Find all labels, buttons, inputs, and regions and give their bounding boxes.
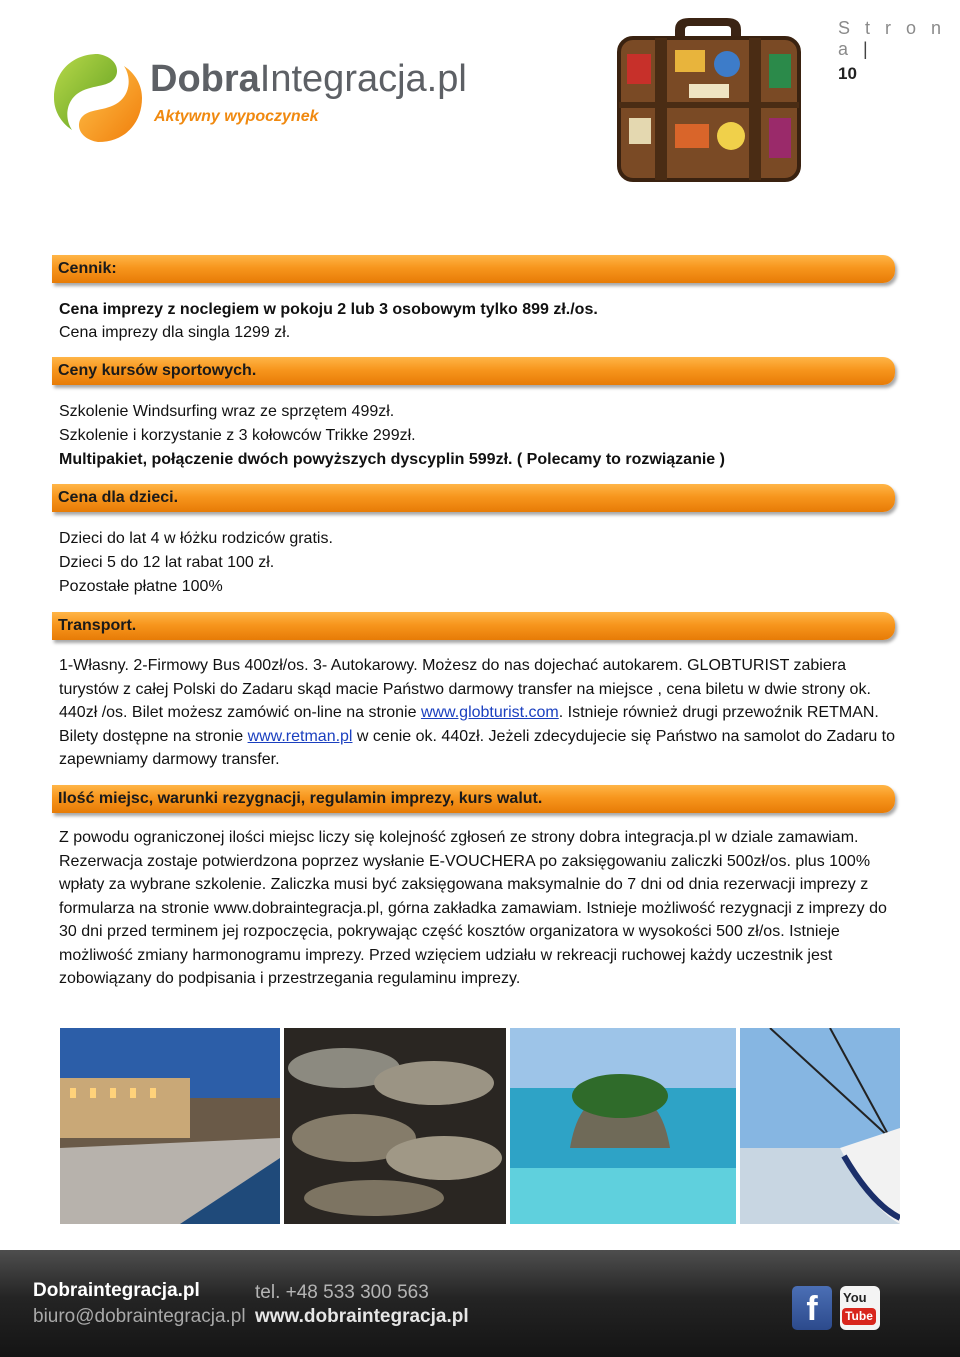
children-line: Pozostałe płatne 100% — [59, 578, 223, 595]
island-sea-photo — [510, 1028, 736, 1224]
footer — [0, 1250, 960, 1357]
footer-phone: tel. +48 533 300 563 — [255, 1282, 429, 1303]
swirl-logo-icon — [50, 48, 146, 148]
section-header-dzieci — [52, 484, 895, 512]
logo-tagline: Aktywny wypoczynek — [154, 108, 319, 125]
grilled-fish-photo — [284, 1028, 506, 1224]
children-line: Dzieci 5 do 12 lat rabat 100 zł. — [59, 554, 275, 571]
section-header-transport — [52, 612, 895, 640]
transport-text: 1-Własny. 2-Firmowy Bus 400zł/os. 3- Autokarowy. Możesz do nas dojechać autokarem. GLOBTURIST zabiera turystów z całej Polski do Zadaru skąd macie Państwo darmowy transfer na miejsce , cena biletu w dwie strony ok. 440zł /os. Bilet możesz zamówić on-line na stronie — [59, 657, 871, 721]
section-title-dzieci: Cena dla dzieci. — [58, 489, 179, 506]
logo-main: Dobra — [150, 58, 260, 100]
logo-light: Integracja.pl — [259, 58, 467, 100]
transport-text: w cenie ok. 440zł. Jeżeli zdecydujecie się Państwo na samolot do Zadaru to zapewniamy darmowy transfer. — [59, 727, 895, 768]
retman-link[interactable]: www.retman.pl — [247, 727, 353, 745]
youtube-tube-text: Tube — [842, 1308, 876, 1325]
youtube-you-text: You — [843, 1290, 867, 1305]
price-line: Cena imprezy dla singla 1299 zł. — [59, 324, 291, 341]
section-header-cennik — [52, 255, 895, 283]
logo — [50, 48, 530, 148]
footer-email[interactable]: biuro@dobraintegracja.pl — [33, 1306, 246, 1327]
children-line: Dzieci do lat 4 w łóżku rodziców gratis. — [59, 530, 333, 547]
section-header-kursy — [52, 357, 895, 385]
photo-strip — [60, 1028, 900, 1224]
facebook-icon[interactable]: f — [792, 1286, 832, 1330]
logo-wordmark — [150, 58, 467, 101]
page-number — [838, 18, 960, 84]
course-line: Multipakiet, połączenie dwóch powyższych dyscyplin 599zł. ( Polecamy to rozwiązanie ) — [59, 451, 725, 468]
youtube-icon[interactable] — [840, 1286, 880, 1330]
price-line: Cena imprezy z noclegiem w pokoju 2 lub 3 osobowym tylko 899 zł./os. — [59, 301, 598, 318]
course-line: Szkolenie i korzystanie z 3 kołowców Trikke 299zł. — [59, 427, 416, 444]
section-title-kursy: Ceny kursów sportowych. — [58, 362, 257, 379]
harbor-promenade-photo — [60, 1028, 280, 1224]
transport-paragraph — [59, 654, 901, 772]
sailboat-photo — [740, 1028, 900, 1224]
suitcase-image — [605, 14, 805, 189]
section-header-warunki — [52, 785, 895, 813]
section-title-transport: Transport. — [58, 617, 137, 634]
page-separator: | — [863, 39, 868, 59]
section-title-cennik: Cennik: — [58, 260, 117, 277]
page-label: S t r o n a — [838, 18, 947, 59]
course-line: Szkolenie Windsurfing wraz ze sprzętem 499zł. — [59, 403, 395, 420]
footer-brand: Dobraintegracja.pl — [33, 1280, 200, 1301]
page-number-value: 10 — [838, 64, 857, 83]
footer-website[interactable]: www.dobraintegracja.pl — [255, 1306, 469, 1327]
section-title-warunki: Ilość miejsc, warunki rezygnacji, regulamin imprezy, kurs walut. — [58, 790, 543, 807]
transport-text: . Istnieje również drugi przewoźnik RETMAN. Bilety dostępne na stronie — [59, 704, 879, 745]
terms-paragraph: Z powodu ograniczonej ilości miejsc liczy się kolejność zgłoseń ze strony dobra integracja.pl w dziale zamawiam. Rezerwacja zostaje potwierdzona poprzez wysłanie E-VOUCHERA po zaksięgowaniu zaliczki 500zł/os. plus 100% wpłaty za wybrane szkolenie. Zaliczka musi być zaksięgowana maksymalnie do 7 dni od dnia rezerwacji imprezy z formularza na stronie www.dobraintegracja.pl, górna zakładka zamawiam. Istnieje możliwość rezygnacji z imprezy do 30 dni przed terminem jej rozpoczęcia, pokrywając część kosztów organizatora w wysokości 500 zł/os. Istnieje możliwość zmiany harmonogramu imprezy. Przed wzięciem udziału w rekreacji ruchowej każdy uczestnik jest zobowiązany do podpisania i przestrzegania regulaminu imprezy. — [59, 829, 887, 987]
globturist-link[interactable]: www.globturist.com — [420, 704, 559, 721]
